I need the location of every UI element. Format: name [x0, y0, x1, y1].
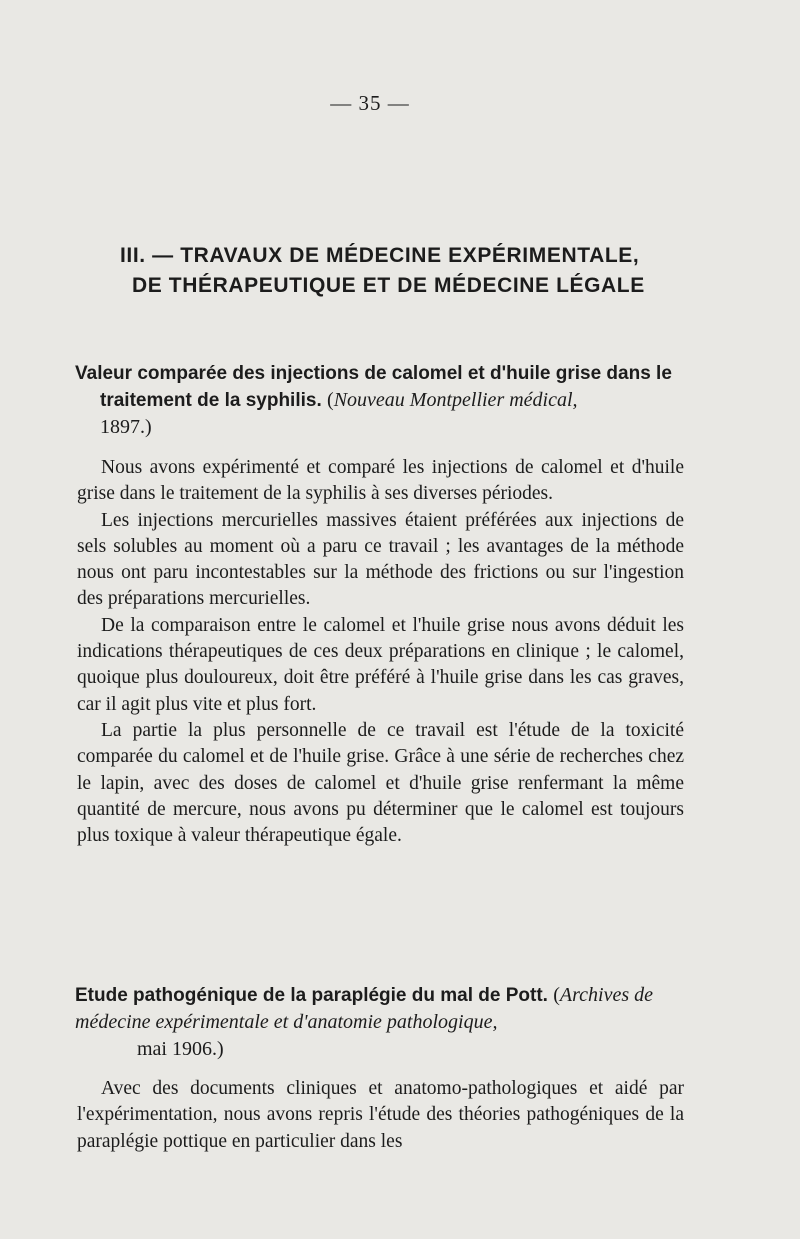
- article-title-paraplegie: [75, 982, 690, 1063]
- paragraph: De la comparaison entre le calomel et l'huile grise nous avons déduit les indications thérapeutiques de ces deux préparations en clinique ; le calomel, quoique plus douloureux, doit être préféré à l'huile grise dans les cas graves, car il agit plus vite et plus fort.: [77, 614, 684, 715]
- article-body-syphilis: [77, 455, 684, 849]
- paragraph: Avec des documents cliniques et anatomo-pathologiques et aidé par l'expérimentation, nous avons repris l'étude des théories pathogéniques de la paraplégie pottique en particulier dans les: [77, 1078, 684, 1152]
- article-body-paraplegie: [77, 1076, 684, 1155]
- paragraph: Nous avons expérimenté et comparé les injections de calomel et d'huile grise dans le traitement de la syphilis à ses diverses périodes.: [77, 457, 684, 505]
- article-title-line2: traitement de la syphilis.: [100, 390, 322, 411]
- paragraph: La partie la plus personnelle de ce travail est l'étude de la toxicité comparée du calomel et de l'huile grise. Grâce à une série de recherches chez le lapin, avec des doses de calomel et d'huile grise renfermant la même quantité de mercure, nous avons pu déterminer que le calomel est toujours plus toxique à valeur thérapeutique égale.: [77, 719, 684, 847]
- publication-year: 1897.): [100, 416, 152, 438]
- journal-name: Archives de médecine expérimentale et d'anatomie pathologique,: [75, 984, 654, 1033]
- source-open-paren: (: [553, 984, 560, 1006]
- source-open-paren: (: [327, 389, 334, 411]
- article-title-syphilis: [75, 360, 690, 441]
- journal-name: Nouveau Montpellier médical,: [333, 389, 578, 411]
- paragraph: Les injections mercurielles massives étaient préférées aux injections de sels solubles au moment où a paru ce travail ; les avantages de la méthode nous ont paru incontestables sur la méthode des frictions ou sur l'ingestion des préparations mercurielles.: [77, 509, 684, 610]
- page-number: — 35 —: [330, 91, 410, 115]
- article-title-line1: Valeur comparée des injections de calomel et d'huile grise dans le: [75, 363, 672, 384]
- section-heading-line1: III. — TRAVAUX DE MÉDECINE EXPÉRIMENTALE,: [120, 244, 640, 267]
- section-heading-line2: DE THÉRAPEUTIQUE ET DE MÉDECINE LÉGALE: [132, 274, 645, 297]
- article-title: Etude pathogénique de la paraplégie du mal de Pott.: [75, 985, 548, 1006]
- publication-date: mai 1906.): [137, 1038, 224, 1060]
